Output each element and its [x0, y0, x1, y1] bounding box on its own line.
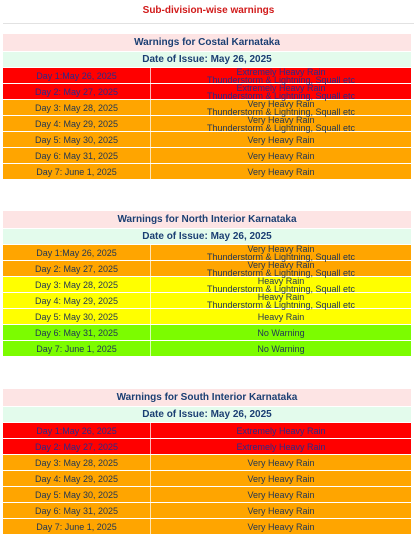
day-cell: Day 2: May 27, 2025	[3, 439, 151, 454]
warning-text: Thunderstorm & Lightning, Squall etc	[206, 251, 356, 262]
warning-text: Heavy Rain	[257, 311, 305, 322]
title-divider	[3, 23, 414, 24]
warning-text: Very Heavy Rain	[247, 166, 315, 177]
warning-text: Very Heavy Rain	[247, 243, 315, 254]
table-row	[3, 277, 411, 293]
section-header: Warnings for North Interior Karnataka	[3, 211, 411, 229]
warning-text: Very Heavy Rain	[247, 489, 315, 500]
day-cell: Day 5: May 30, 2025	[3, 132, 151, 147]
day-cell: Day 6: May 31, 2025	[3, 148, 151, 163]
day-cell: Day 6: May 31, 2025	[3, 503, 151, 518]
day-cell: Day 2: May 27, 2025	[3, 261, 151, 276]
day-cell: Day 1:May 26, 2025	[3, 245, 151, 260]
table-row	[3, 100, 411, 116]
warning-text: No Warning	[257, 327, 305, 338]
day-cell: Day 6: May 31, 2025	[3, 325, 151, 340]
warning-text: Extremely Heavy Rain	[236, 66, 326, 77]
day-cell: Day 7: June 1, 2025	[3, 164, 151, 179]
warning-text: Very Heavy Rain	[247, 259, 315, 270]
warning-cell	[151, 519, 411, 534]
warning-text: Very Heavy Rain	[247, 150, 315, 161]
warning-text: Extremely Heavy Rain	[236, 441, 326, 452]
warning-cell	[151, 116, 411, 131]
warning-cell	[151, 439, 411, 454]
warning-cell	[151, 245, 411, 260]
warning-text: Thunderstorm & Lightning, Squall etc	[206, 74, 356, 85]
day-cell: Day 1:May 26, 2025	[3, 423, 151, 438]
issue-date: Date of Issue: May 26, 2025	[3, 229, 411, 245]
warning-text: Very Heavy Rain	[247, 134, 315, 145]
warning-cell	[151, 325, 411, 340]
table-row	[3, 148, 411, 164]
table-row	[3, 261, 411, 277]
warning-cell	[151, 261, 411, 276]
day-cell: Day 3: May 28, 2025	[3, 100, 151, 115]
warning-cell	[151, 423, 411, 438]
warning-text: Heavy Rain	[257, 275, 305, 286]
table-row	[3, 439, 411, 455]
table-row	[3, 423, 411, 439]
section-costal-karnataka	[3, 34, 411, 180]
warnings-table	[3, 245, 411, 357]
warning-cell	[151, 164, 411, 179]
warning-cell	[151, 471, 411, 486]
day-cell: Day 5: May 30, 2025	[3, 309, 151, 324]
day-cell: Day 3: May 28, 2025	[3, 455, 151, 470]
table-row	[3, 471, 411, 487]
warning-text: Very Heavy Rain	[247, 98, 315, 109]
table-row	[3, 116, 411, 132]
table-row	[3, 132, 411, 148]
day-cell: Day 4: May 29, 2025	[3, 293, 151, 308]
section-header: Warnings for Costal Karnataka	[3, 34, 411, 52]
table-row	[3, 84, 411, 100]
table-row	[3, 309, 411, 325]
warning-cell	[151, 487, 411, 502]
warning-text: Thunderstorm & Lightning, Squall etc	[206, 267, 356, 278]
table-row	[3, 455, 411, 471]
section-header: Warnings for South Interior Karnataka	[3, 389, 411, 407]
warning-text: Very Heavy Rain	[247, 473, 315, 484]
warning-text: Thunderstorm & Lightning, Squall etc	[206, 106, 356, 117]
warning-text: Extremely Heavy Rain	[236, 425, 326, 436]
day-cell: Day 4: May 29, 2025	[3, 471, 151, 486]
warning-cell	[151, 455, 411, 470]
page-title: Sub-division-wise warnings	[142, 5, 275, 16]
warning-cell	[151, 100, 411, 115]
table-row	[3, 487, 411, 503]
section-north-interior-karnataka	[3, 211, 411, 357]
warnings-table	[3, 423, 411, 535]
warning-text: Thunderstorm & Lightning, Squall etc	[206, 90, 356, 101]
warning-text: No Warning	[257, 343, 305, 354]
warning-text: Very Heavy Rain	[247, 521, 315, 532]
warning-cell	[151, 309, 411, 324]
day-cell: Day 4: May 29, 2025	[3, 116, 151, 131]
warning-text: Extremely Heavy Rain	[236, 82, 326, 93]
table-row	[3, 245, 411, 261]
day-cell: Day 2: May 27, 2025	[3, 84, 151, 99]
table-row	[3, 325, 411, 341]
section-south-interior-karnataka	[3, 389, 411, 535]
warning-text: Very Heavy Rain	[247, 505, 315, 516]
day-cell: Day 1:May 26, 2025	[3, 68, 151, 83]
warning-text: Thunderstorm & Lightning, Squall etc	[206, 122, 356, 133]
table-row	[3, 68, 411, 84]
warning-text: Thunderstorm & Lightning, Squall etc	[206, 283, 356, 294]
table-row	[3, 341, 411, 357]
warning-cell	[151, 293, 411, 308]
issue-date: Date of Issue: May 26, 2025	[3, 52, 411, 68]
warnings-table	[3, 68, 411, 180]
warning-cell	[151, 503, 411, 518]
day-cell: Day 3: May 28, 2025	[3, 277, 151, 292]
warning-cell	[151, 277, 411, 292]
warning-cell	[151, 132, 411, 147]
table-row	[3, 293, 411, 309]
warning-cell	[151, 148, 411, 163]
warning-cell	[151, 84, 411, 99]
warning-cell	[151, 341, 411, 356]
issue-date: Date of Issue: May 26, 2025	[3, 407, 411, 423]
day-cell: Day 7: June 1, 2025	[3, 519, 151, 534]
warning-text: Thunderstorm & Lightning, Squall etc	[206, 299, 356, 310]
warning-text: Heavy Rain	[257, 291, 305, 302]
table-row	[3, 519, 411, 535]
day-cell: Day 5: May 30, 2025	[3, 487, 151, 502]
table-row	[3, 164, 411, 180]
day-cell: Day 7: June 1, 2025	[3, 341, 151, 356]
warning-text: Very Heavy Rain	[247, 114, 315, 125]
table-row	[3, 503, 411, 519]
warning-cell	[151, 68, 411, 83]
warning-text: Very Heavy Rain	[247, 457, 315, 468]
